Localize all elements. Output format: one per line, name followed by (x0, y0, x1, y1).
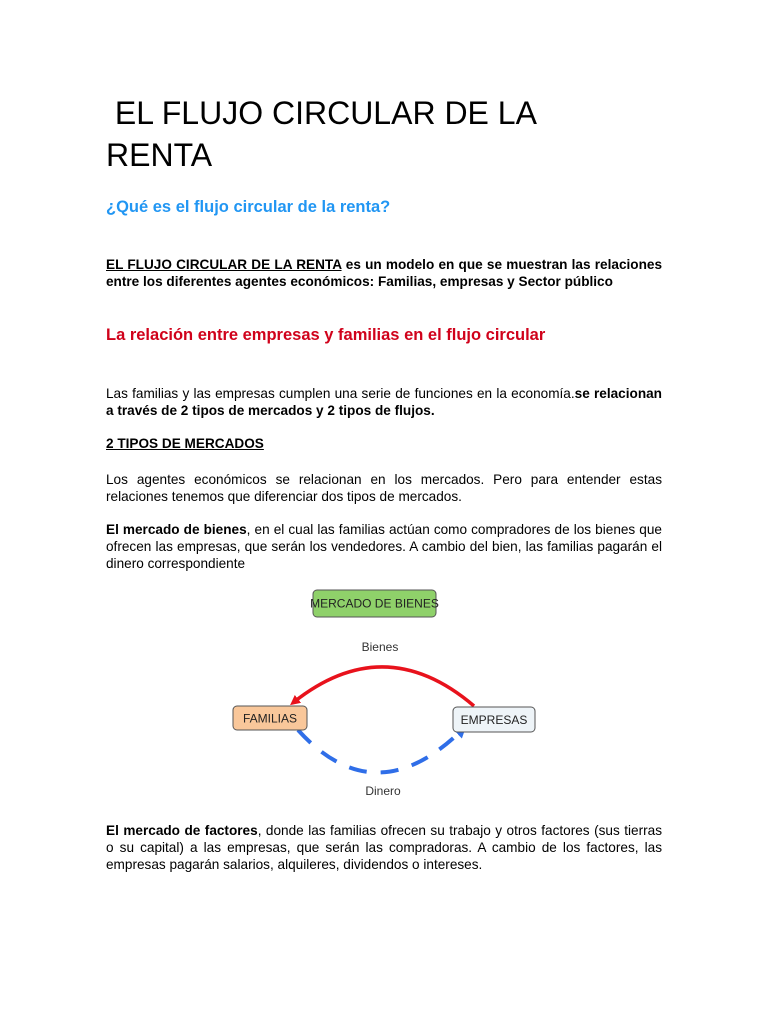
market-label: MERCADO DE BIENES (310, 596, 439, 611)
goods-market-text: , en el cual las familias actúan como compradores de los bienes que ofrecen las empresas, que serán los vendedores. A cambio del bien, las familias pagarán el dinero correspondiente (106, 522, 662, 571)
familias-node (233, 706, 307, 730)
document-title: EL FLUJO CIRCULAR DE LA RENTA (106, 95, 537, 173)
agents-paragraph: Los agentes económicos se relacionan en los mercados. Pero para entender estas relaciones tenemos que diferenciar dos tipos de mercados. (106, 472, 662, 504)
money-flow-arrow (298, 730, 462, 773)
definition-text: es un modelo en que se muestran las relaciones entre los diferentes agentes económicos: Familias, empresas y Sector público (106, 257, 663, 289)
factors-market-text: , donde las familias ofrecen su trabajo y otros factores (sus tierras o su capital) a las empresas, que serán las compradoras. A cambio de los factores, las empresas pagarán salarios, alquileres, dividendos o intereses. (106, 823, 662, 872)
markets-heading: 2 TIPOS DE MERCADOS (106, 436, 264, 451)
circular-flow-diagram (200, 580, 560, 810)
empresas-node (453, 707, 535, 732)
goods-market-paragraph (106, 521, 662, 572)
market-box (310, 590, 439, 617)
section-heading: La relación entre empresas y familias en el flujo circular (106, 326, 546, 344)
factors-market-term: El mercado de factores (106, 823, 258, 838)
relation-bold-text: se relacionan a través de 2 tipos de mercados y 2 tipos de flujos. (106, 386, 662, 418)
familias-label: FAMILIAS (242, 711, 298, 726)
relation-paragraph (106, 385, 662, 419)
goods-flow-arrow (294, 667, 474, 706)
goods-market-term: El mercado de bienes (106, 522, 247, 537)
factors-market-paragraph (106, 822, 662, 873)
relation-text: Las familias y las empresas cumplen una serie de funciones en la economía. (106, 386, 575, 401)
empresas-label: EMPRESAS (460, 713, 528, 727)
definition-term: EL FLUJO CIRCULAR DE LA RENTA (106, 257, 342, 272)
subtitle-question: ¿Qué es el flujo circular de la renta? (106, 198, 391, 216)
money-flow-label: Dinero (365, 784, 401, 798)
definition-paragraph (106, 256, 662, 290)
goods-flow-label: Bienes (361, 640, 399, 654)
